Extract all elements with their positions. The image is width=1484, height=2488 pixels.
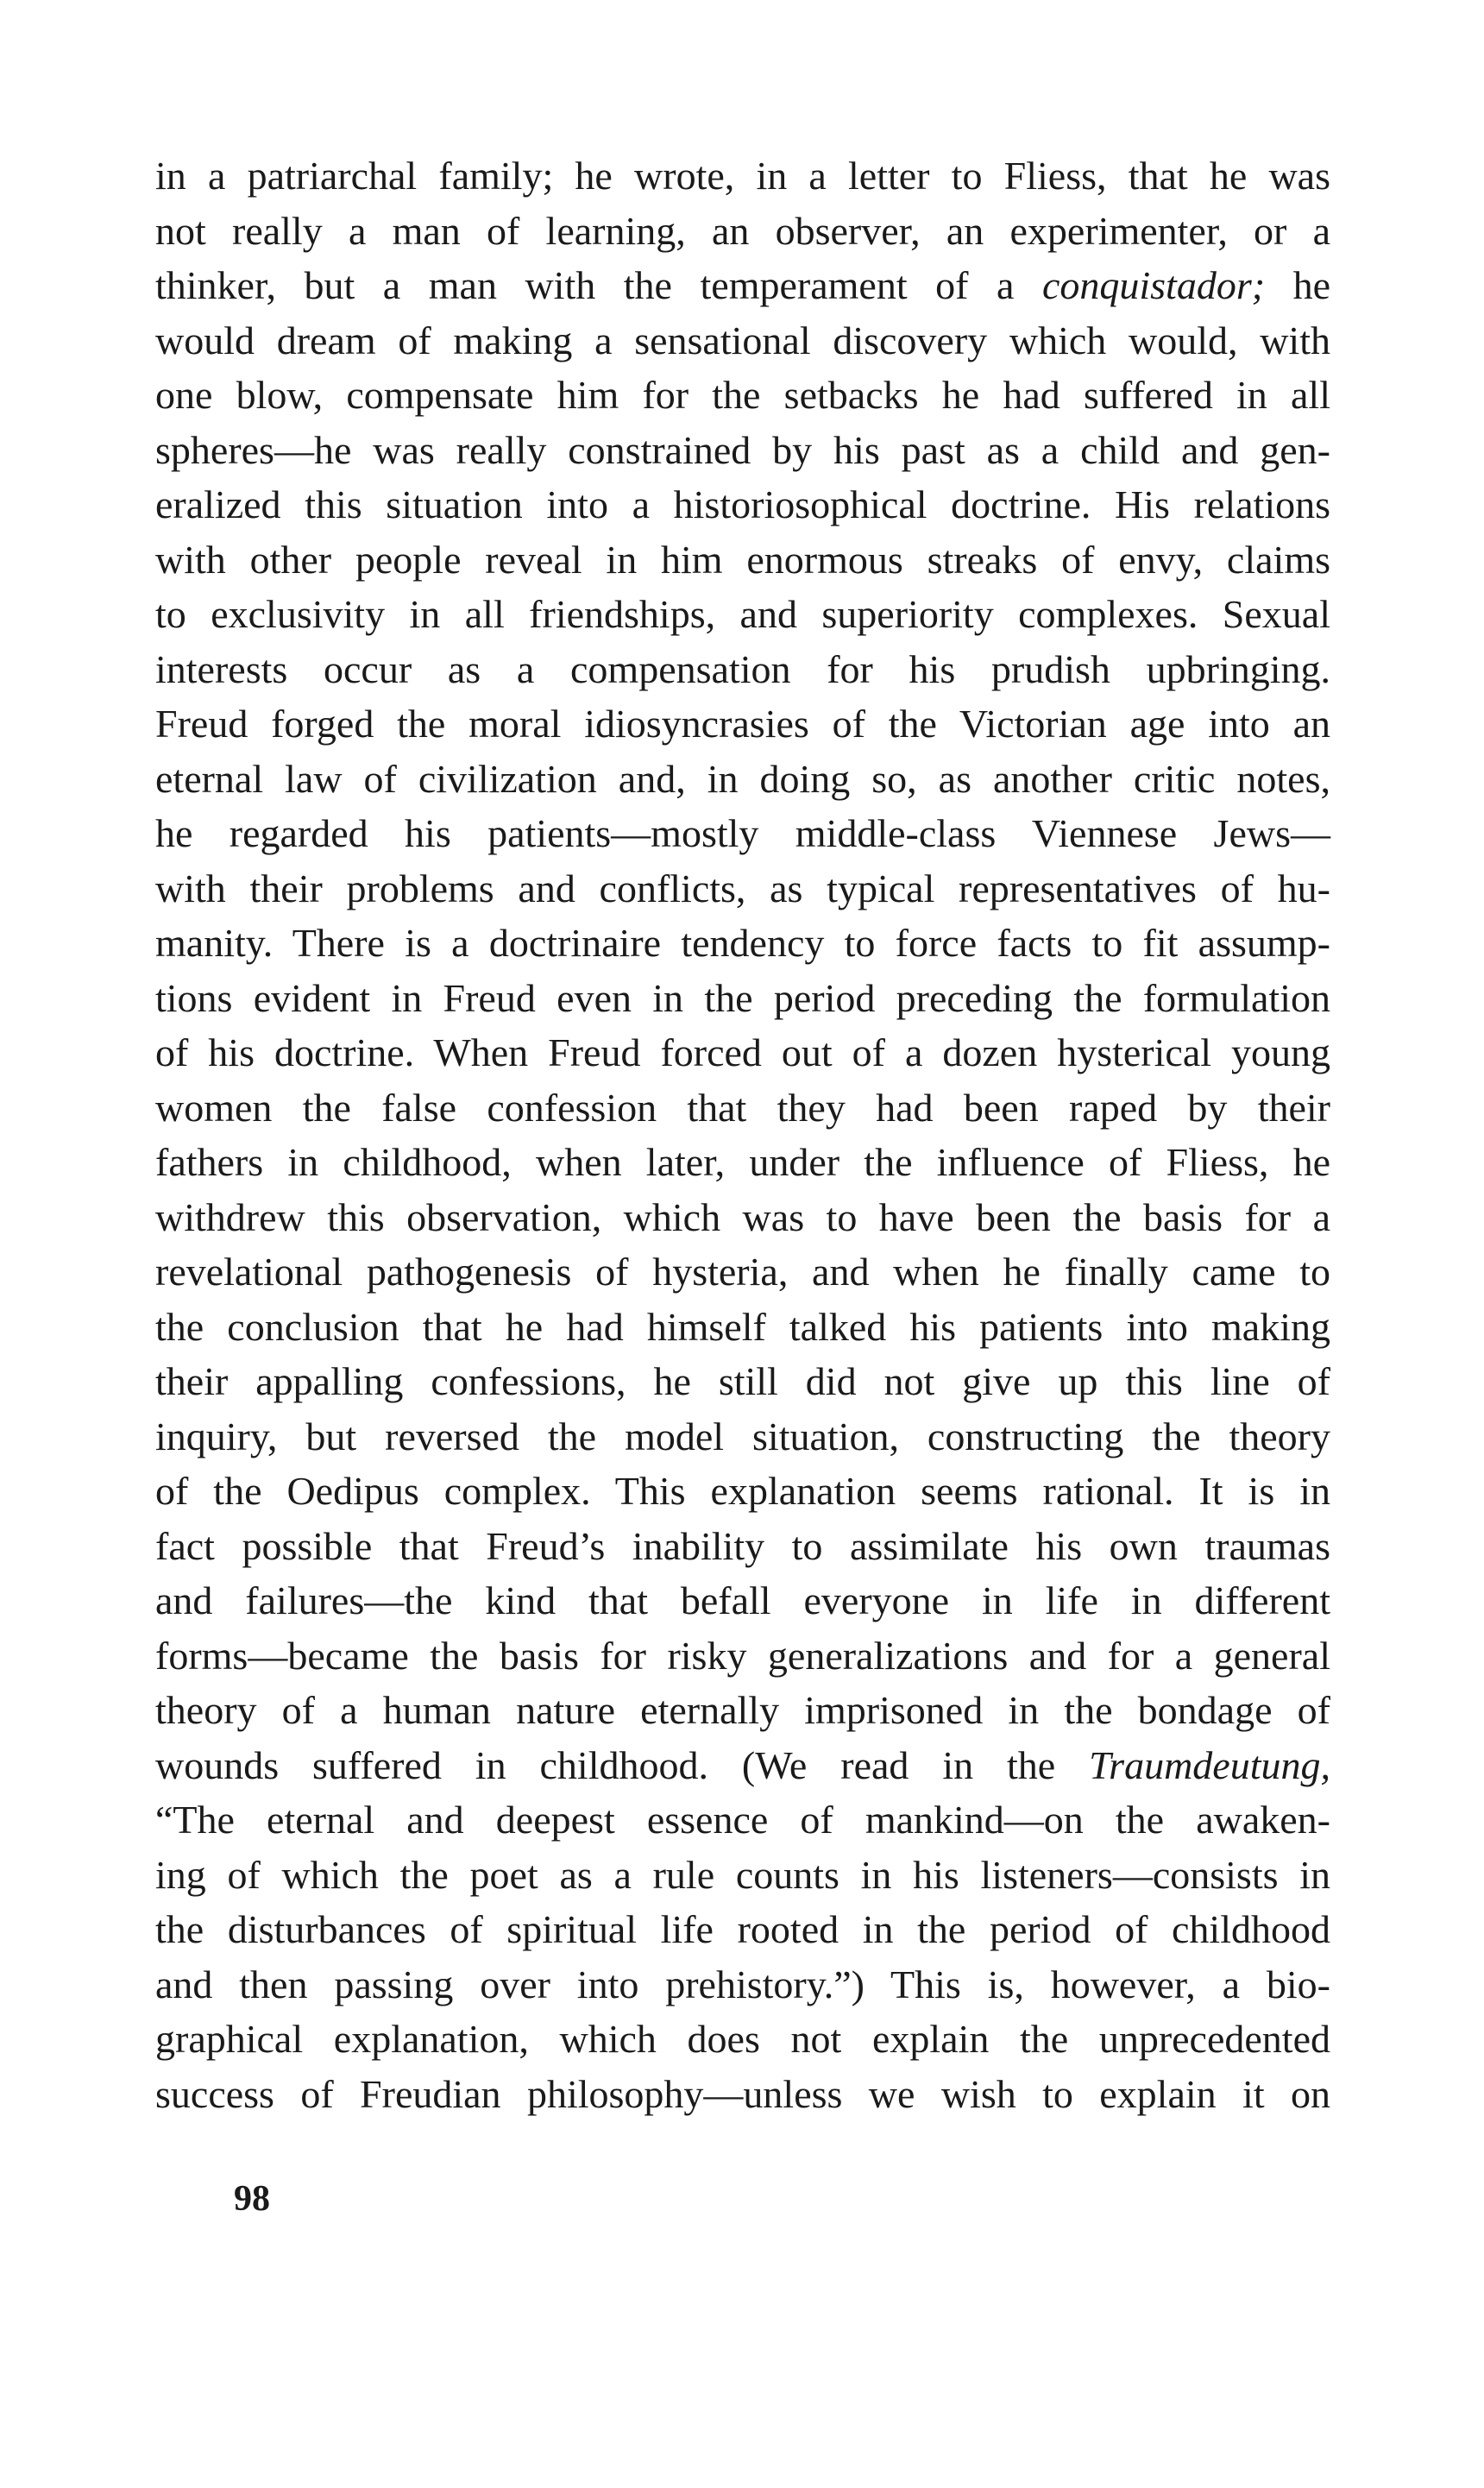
italic-text: Traumdeutung, <box>1089 1742 1330 1787</box>
text-line: inquiry, but reversed the model situation, constructing the theory <box>155 1414 1330 1458</box>
text-line: he regarded his patients—mostly middle-class Viennese Jews— <box>155 811 1330 855</box>
text-line: and failures—the kind that befall everyone in life in different <box>155 1578 1330 1622</box>
text-line: fathers in childhood, when later, under the influence of Fliess, he <box>155 1140 1330 1184</box>
text-line: women the false confession that they had been raped by their <box>155 1085 1330 1130</box>
text-line: of his doctrine. When Freud forced out of a dozen hysterical young <box>155 1030 1330 1074</box>
text-line: manity. There is a doctrinaire tendency to force facts to fit assump- <box>155 921 1330 965</box>
text-line: ing of which the poet as a rule counts in his listeners—consists in <box>155 1852 1330 1897</box>
text-line: fact possible that Freud’s inability to assimilate his own traumas <box>155 1523 1330 1568</box>
text-line: one blow, compensate him for the setbacks he had suffered in all <box>155 373 1330 417</box>
text-line: Freud forged the moral idiosyncrasies of the Victorian age into an <box>155 702 1330 746</box>
text-line: and then passing over into prehistory.”) This is, however, a bio- <box>155 1962 1330 2006</box>
text-line: thinker, but a man with the temperament of a conquistador; he <box>155 263 1330 307</box>
page-number: 98 <box>234 2179 270 2219</box>
text-line: their appalling confessions, he still did not give up this line of <box>155 1359 1330 1403</box>
text-line: success of Freudian philosophy—unless we wish to explain it on <box>155 2071 1330 2116</box>
text-line: in a patriarchal family; he wrote, in a letter to Fliess, that he was <box>155 154 1330 198</box>
text-line: eternal law of civilization and, in doing so, as another critic notes, <box>155 756 1330 801</box>
text-line: tions evident in Freud even in the period preceding the formulation <box>155 975 1330 1020</box>
italic-text: conquistador; <box>1041 263 1266 307</box>
text-line: spheres—he was really constrained by his past as a child and gen- <box>155 427 1330 472</box>
body-text <box>155 148 1330 2121</box>
text-line: to exclusivity in all friendships, and superiority complexes. Sexual <box>155 592 1330 636</box>
text-line: wounds suffered in childhood. (We read in the Traumdeutung, <box>155 1742 1330 1787</box>
text-line: eralized this situation into a historiosophical doctrine. His relations <box>155 482 1330 526</box>
text-line: revelational pathogenesis of hysteria, and when he finally came to <box>155 1250 1330 1294</box>
text-line: interests occur as a compensation for his prudish upbringing. <box>155 646 1330 691</box>
text-line: theory of a human nature eternally imprisoned in the bondage of <box>155 1688 1330 1732</box>
text-line: “The eternal and deepest essence of mankind—on the awaken- <box>155 1798 1330 1842</box>
text-line: of the Oedipus complex. This explanation seems rational. It is in <box>155 1469 1330 1513</box>
text-line: the disturbances of spiritual life rooted in the period of childhood <box>155 1907 1330 1951</box>
text-line: graphical explanation, which does not explain the unprecedented <box>155 2017 1330 2061</box>
text-line: with other people reveal in him enormous streaks of envy, claims <box>155 537 1330 582</box>
text-line: the conclusion that he had himself talked his patients into making <box>155 1304 1330 1349</box>
text-line: with their problems and conflicts, as typical representatives of hu- <box>155 866 1330 910</box>
text-line: would dream of making a sensational discovery which would, with <box>155 318 1330 362</box>
text-line: withdrew this observation, which was to have been the basis for a <box>155 1194 1330 1239</box>
text-line: not really a man of learning, an observer, an experimenter, or a <box>155 208 1330 253</box>
text-line: forms—became the basis for risky generalizations and for a general <box>155 1633 1330 1678</box>
